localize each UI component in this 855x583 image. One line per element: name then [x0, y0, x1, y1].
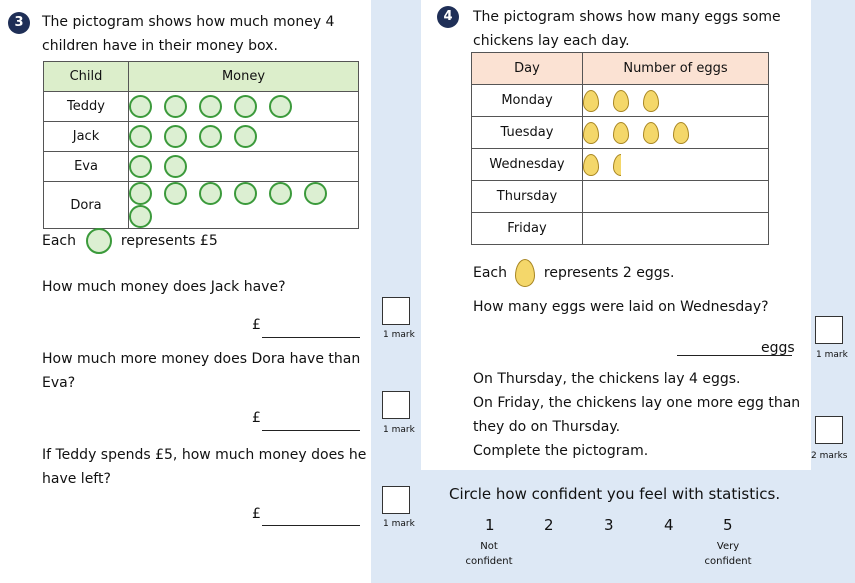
egg-icon	[643, 90, 659, 112]
mark-box-q4a[interactable]	[815, 316, 843, 344]
confidence-option-3[interactable]: 3	[604, 516, 614, 534]
coin-icon	[129, 155, 152, 178]
coin-icon	[199, 95, 222, 118]
coin-icon	[234, 95, 257, 118]
header-child: Child	[44, 62, 129, 92]
q4-statement-line3: they do on Thursday.	[473, 419, 621, 435]
coin-icon	[129, 125, 152, 148]
mark-label-q4b: 2 marks	[811, 451, 848, 461]
coin-icon	[269, 95, 292, 118]
mark-box-q4b[interactable]	[815, 416, 843, 444]
confidence-option-4[interactable]: 4	[664, 516, 674, 534]
question-3-number-badge: 3	[8, 12, 30, 34]
coin-icon	[269, 182, 292, 205]
very-confident-label	[703, 539, 753, 569]
coin-icon	[199, 182, 222, 205]
money-pictogram-table	[43, 61, 359, 229]
mark-box-a[interactable]	[382, 297, 410, 325]
q3-question-c-line2: have left?	[42, 471, 111, 487]
confidence-option-1[interactable]: 1	[485, 516, 495, 534]
coin-icon	[164, 125, 187, 148]
q3-question-c-line1: If Teddy spends £5, how much money does he	[42, 447, 367, 463]
eggs-pictogram-table	[471, 52, 769, 245]
q3-question-a: How much money does Jack have?	[42, 279, 286, 295]
q4-intro-line2: chickens lay each day.	[473, 33, 630, 49]
q3-key	[42, 228, 218, 254]
q4-statement-line2: On Friday, the chickens lay one more egg than	[473, 395, 801, 411]
confidence-prompt: Circle how confident you feel with statistics.	[449, 485, 781, 503]
coin-icon	[86, 228, 112, 254]
header-money: Money	[129, 62, 359, 92]
key-each-label: Each	[473, 265, 507, 281]
header-number-of-eggs: Number of eggs	[583, 53, 769, 85]
coin-icon	[304, 182, 327, 205]
egg-cell-friday[interactable]	[583, 213, 769, 245]
q3-intro-line2: children have in their money box.	[42, 38, 278, 54]
egg-cell	[583, 149, 769, 181]
answer-line-a[interactable]	[262, 337, 360, 338]
egg-cell-thursday[interactable]	[583, 181, 769, 213]
q4-question-a: How many eggs were laid on Wednesday?	[473, 299, 769, 315]
key-each-label: Each	[42, 233, 76, 249]
row-name: Jack	[44, 122, 129, 152]
row-name: Teddy	[44, 92, 129, 122]
egg-cell	[583, 117, 769, 149]
pound-symbol: £	[252, 317, 261, 333]
answer-line-eggs[interactable]	[677, 355, 792, 356]
coin-icon	[129, 95, 152, 118]
egg-icon	[673, 122, 689, 144]
pound-symbol: £	[252, 410, 261, 426]
row-name: Dora	[44, 182, 129, 229]
q4-statement-line1: On Thursday, the chickens lay 4 eggs.	[473, 371, 741, 387]
coin-icon	[164, 95, 187, 118]
egg-icon	[583, 90, 599, 112]
coin-cell	[129, 122, 359, 152]
mark-box-c[interactable]	[382, 486, 410, 514]
confidence-option-5[interactable]: 5	[723, 516, 733, 534]
mark-label-a: 1 mark	[383, 330, 415, 340]
header-day: Day	[472, 53, 583, 85]
not-confident-label	[464, 539, 514, 569]
coin-cell	[129, 152, 359, 182]
egg-icon	[515, 259, 535, 287]
coin-icon	[129, 182, 152, 205]
coin-icon	[164, 182, 187, 205]
eggs-unit-label: eggs	[761, 340, 795, 356]
row-day: Friday	[472, 213, 583, 245]
mark-box-b[interactable]	[382, 391, 410, 419]
answer-line-c[interactable]	[262, 525, 360, 526]
confident-label: confident	[465, 556, 513, 567]
coin-icon	[164, 155, 187, 178]
row-day: Tuesday	[472, 117, 583, 149]
q3-question-b-line1: How much more money does Dora have than	[42, 351, 361, 367]
mark-label-b: 1 mark	[383, 425, 415, 435]
pound-symbol: £	[252, 506, 261, 522]
coin-icon	[129, 205, 152, 228]
q4-intro-line1: The pictogram shows how many eggs some	[473, 9, 781, 25]
row-day: Monday	[472, 85, 583, 117]
egg-icon	[583, 154, 599, 176]
coin-cell	[129, 92, 359, 122]
mark-label-q4a: 1 mark	[816, 350, 848, 360]
confidence-option-2[interactable]: 2	[544, 516, 554, 534]
key-represents-label: represents 2 eggs.	[543, 265, 675, 281]
egg-icon	[613, 122, 629, 144]
q4-statement-line4: Complete the pictogram.	[473, 443, 649, 459]
q4-key	[473, 259, 674, 287]
confident-label: confident	[704, 556, 752, 567]
q3-intro-line1: The pictogram shows how much money 4	[42, 14, 335, 30]
egg-icon	[613, 90, 629, 112]
answer-line-b[interactable]	[262, 430, 360, 431]
egg-icon	[583, 122, 599, 144]
q3-question-b-line2: Eva?	[42, 375, 76, 391]
not-label: Not	[480, 541, 498, 552]
egg-cell	[583, 85, 769, 117]
coin-icon	[234, 125, 257, 148]
coin-cell	[129, 182, 359, 229]
row-day: Wednesday	[472, 149, 583, 181]
key-represents-label: represents £5	[120, 233, 218, 249]
coin-icon	[234, 182, 257, 205]
very-label: Very	[716, 541, 740, 552]
question-4-number-badge: 4	[437, 6, 459, 28]
egg-icon	[643, 122, 659, 144]
row-name: Eva	[44, 152, 129, 182]
half-egg-icon	[613, 154, 621, 176]
mark-label-c: 1 mark	[383, 519, 415, 529]
row-day: Thursday	[472, 181, 583, 213]
coin-icon	[199, 125, 222, 148]
